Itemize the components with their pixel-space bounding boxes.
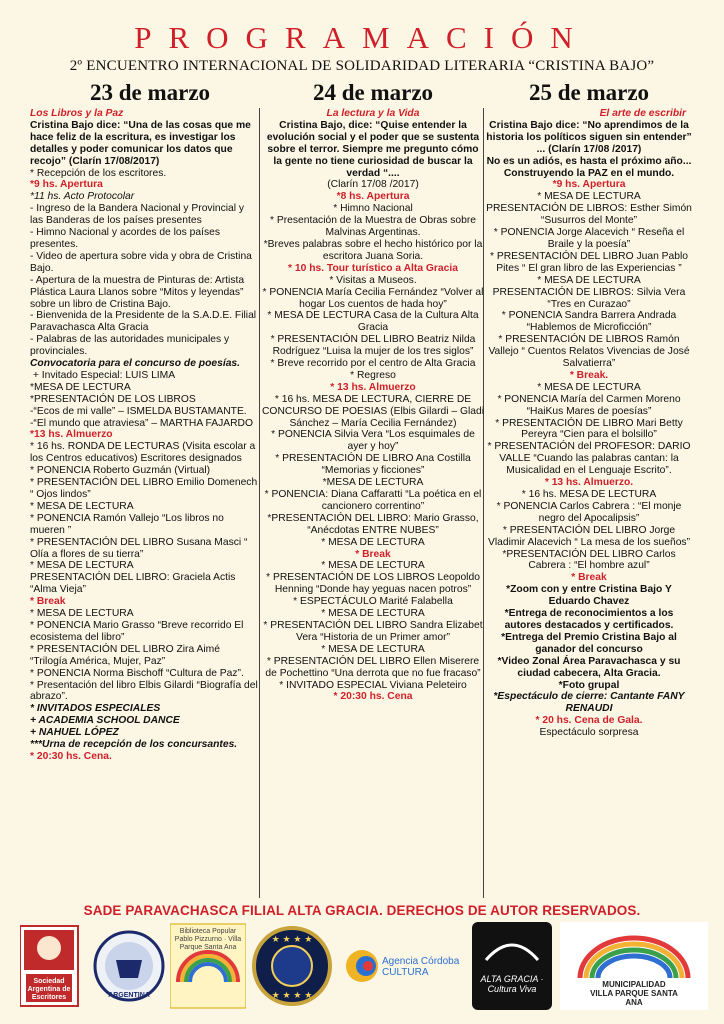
day-column-25 bbox=[486, 80, 695, 739]
program-item: - Bienvenida de la Presidente de la S.A.D.E. Filial Paravachasca Alta Gracia bbox=[30, 310, 259, 334]
program-item: *9 hs. Apertura bbox=[552, 179, 626, 191]
program-item: * PRESENTACIÓN DEL LIBRO Zira Aimé “Trilogía América, Mujer, Paz” bbox=[30, 643, 223, 667]
program-item: - Himno Nacional y acordes de los países presentes. bbox=[30, 227, 223, 250]
program-list bbox=[30, 120, 258, 763]
academia-logo bbox=[92, 920, 166, 1012]
logo-caption: Biblioteca Popular Pablo Pizzurno · Villa Parque Santa Ana bbox=[174, 928, 242, 951]
program-item: No es un adiós, es hasta el próximo año... Construyendo la PAZ en el mundo. bbox=[486, 155, 695, 179]
program-item: *9 hs. Apertura bbox=[30, 179, 103, 191]
program-item: - Apertura de la muestra de Pinturas de: Artista Plástica Laura Llanos sobre “Mitos y leyendas” sobre un libro de Cristina Bajo. bbox=[30, 274, 247, 310]
program-item: + ACADEMIA SCHOOL DANCE bbox=[30, 715, 180, 727]
program-item: * PRESENTACIÓN DEL LIBRO Ellen Miserere de Pochettino “Una derrota que no fue fracaso” bbox=[265, 655, 483, 679]
program-item: *Video Zonal Área Paravachasca y su ciudad cabecera, Alta Gracia. bbox=[497, 655, 684, 679]
footer-copyright: SADE PARAVACHASCA FILIAL ALTA GRACIA. DERECHOS DE AUTOR RESERVADOS. bbox=[83, 903, 641, 918]
program-item: * INVITADOS ESPECIALES bbox=[30, 703, 161, 715]
day-heading: 24 de marzo bbox=[312, 80, 434, 105]
program-item: Cristina Bajo dice: “No aprendimos de la historia los políticos siguen sin entender” ... (Clarín 17/08 /2017) bbox=[486, 119, 695, 155]
sade-logo bbox=[20, 920, 80, 1012]
program-item: * PRESENTACIÓN DE LIBROS Ramón Vallejo “ Cuentos Relatos Vivencias de José Salvatierra” bbox=[488, 334, 693, 370]
day-column-24 bbox=[262, 80, 487, 703]
program-item: Convocatoria para el concurso de poesías. bbox=[30, 358, 241, 370]
program-item: * Recepción de los escritores. bbox=[30, 167, 167, 179]
program-item: * Break. bbox=[569, 369, 609, 381]
program-item: *8 hs. Apertura bbox=[336, 191, 410, 203]
program-item: *Entrega de reconocimientos a los autores destacados y certificados. bbox=[504, 608, 677, 631]
day-column-23 bbox=[30, 80, 258, 763]
program-item: * PONENCIA: Diana Caffaratti “La poética en el cancionero correntino” bbox=[264, 489, 485, 512]
program-item: *PRESENTACIÓN DE LOS LIBROS bbox=[30, 393, 196, 405]
program-item: * Visitas a Museos. bbox=[329, 274, 417, 286]
program-item: * PRESENTACIÓN DEL LIBRO Jorge Vladimir Alacevich “ La mesa de los sueños” bbox=[487, 524, 691, 548]
program-item: * PONENCIA Sandra Barrera Andrada “Hablemos de Microficción” bbox=[501, 310, 680, 334]
program-item: * 16 hs. MESA DE LECTURA bbox=[521, 489, 657, 500]
program-item: PRESENTACIÓN DEL LIBRO: Graciela Actis “Alma Vieja” bbox=[30, 572, 239, 596]
day-heading: 23 de marzo bbox=[89, 80, 211, 105]
program-item: * PONENCIA Carlos Cabrera : “El monje negro del Apocalipsis” bbox=[496, 500, 685, 524]
program-item: * MESA DE LECTURA bbox=[321, 643, 425, 655]
program-item: * 10 hs. Tour turístico a Alta Gracia bbox=[288, 262, 458, 274]
program-item: * PRESENTACIÓN del PROFESOR: DARIO VALLE “Cuando las palabras cantan: la Musicalidad en el Lenguaje Escrito”. bbox=[487, 441, 694, 477]
program-item: * PRESENTACIÓN DE LIBRO Ana Costilla “Memorias y ficciones” bbox=[275, 453, 474, 477]
program-item: ***Urna de recepción de los concursantes. bbox=[30, 739, 238, 751]
program-item: Espectáculo sorpresa bbox=[539, 727, 639, 739]
program-item: Cristina Bajo dice: “Una de las cosas que me hace feliz de la escritura, es investigar los detalles y poder comunicar los datos que recojo” (Clarín 17/08/2017) bbox=[30, 119, 254, 167]
program-item: *Foto grupal bbox=[558, 679, 620, 691]
program-item: * 20:30 hs. Cena bbox=[333, 691, 413, 703]
program-item: * Breve recorrido por el centro de Alta Gracia bbox=[270, 358, 476, 370]
program-item: + Invitado Especial: LUIS LIMA bbox=[30, 369, 176, 381]
program-item: * 16 hs. MESA DE LECTURA, CIERRE DE CONCURSO DE POESIAS (Elbis Gilardi – Gladi Sánchez – María Cecilia Fernández) bbox=[262, 393, 487, 429]
program-item: -“Ecos de mi valle” – ISMELDA BUSTAMANTE. bbox=[30, 405, 247, 417]
program-item: * MESA DE LECTURA bbox=[30, 560, 134, 572]
logo-caption: ARGENTINA bbox=[108, 992, 150, 999]
program-item: *Zoom con y entre Cristina Bajo Y Eduardo Chavez bbox=[506, 584, 675, 608]
program-item: *PRESENTACIÓN DEL LIBRO Carlos Cabrera : “El hombre azul” bbox=[502, 548, 679, 572]
program-item: - Ingreso de la Bandera Nacional y Provincial y las Banderas de los países presentes bbox=[30, 203, 247, 227]
program-item: * PRESENTACIÓN DEL LIBRO Emilio Domenech “ Ojos lindos” bbox=[30, 477, 258, 500]
program-item: * MESA DE LECTURA Casa de la Cultura Alta Gracia bbox=[267, 310, 482, 334]
program-item: PRESENTACIÓN DE LIBROS: Silvia Vera “Tres en Curazao” bbox=[492, 286, 689, 310]
program-item: * Himno Nacional bbox=[333, 203, 413, 215]
program-item: * MESA DE LECTURA bbox=[537, 381, 641, 393]
logo-caption: Agencia Córdoba CULTURA bbox=[382, 956, 460, 978]
program-item: * 16 hs. RONDA DE LECTURAS (Visita escolar a los Centros educativos) Escritores designados bbox=[30, 441, 259, 465]
program-item: * Break bbox=[30, 596, 66, 608]
program-item: -“El mundo que atraviesa” – MARTHA FAJARDO bbox=[30, 417, 253, 429]
logo-caption: MUNICIPALIDAD VILLA PARQUE SANTA ANA bbox=[590, 980, 678, 1007]
program-item: * MESA DE LECTURA bbox=[30, 500, 134, 512]
program-item: * PRESENTACIÓN DEL LIBRO Susana Masci “ Olía a flores de su tierra” bbox=[30, 536, 251, 560]
program-item: *Breves palabras sobre el hecho histórico por la escritora Juana Soria. bbox=[263, 238, 486, 262]
program-list bbox=[486, 119, 695, 739]
program-item: * MESA DE LECTURA bbox=[321, 608, 425, 620]
svg-text:★ ★ ★ ★: ★ ★ ★ ★ bbox=[271, 991, 313, 1001]
program-item: * PONENCIA Silvia Vera “Los esquimales de ayer y hoy” bbox=[271, 429, 478, 453]
program-item: * INVITADO ESPECIAL Viviana Peleteiro bbox=[279, 679, 467, 691]
program-item: * 13 hs. Almuerzo bbox=[330, 381, 416, 393]
program-item: *11 hs. Acto Protocolar bbox=[30, 191, 135, 203]
program-item: + NAHUEL LÓPEZ bbox=[30, 727, 119, 739]
alta-gracia-logo bbox=[472, 920, 552, 1012]
program-item: * Break bbox=[355, 548, 391, 560]
program-item: PRESENTACIÓN DE LIBROS: Esther Simón “Susurros del Monte” bbox=[486, 203, 695, 227]
logo-caption: ALTA GRACIA · Cultura Viva bbox=[480, 974, 544, 994]
program-item: * PONENCIA Ramón Vallejo “Los libros no mueren ” bbox=[30, 512, 227, 536]
biblioteca-logo bbox=[170, 920, 246, 1012]
day-theme: El arte de escribir bbox=[599, 108, 686, 119]
program-item: * 13 hs. Almuerzo. bbox=[544, 477, 634, 489]
program-item: * MESA DE LECTURA bbox=[537, 274, 641, 286]
program-item: * PRESENTACIÓN DEL LIBRO Juan Pablo Pites “ El gran libro de las Experiencias ” bbox=[489, 250, 691, 274]
program-item: - Video de apertura sobre vida y obra de Cristina Bajo. bbox=[30, 250, 255, 274]
program-item: * PRESENTACIÓN DE LOS LIBROS Leopoldo Henning “Donde hay yeguas nacen potros” bbox=[266, 572, 483, 596]
program-item: - Palabras de las autoridades municipales y provinciales. bbox=[30, 334, 233, 358]
page-subtitle: 2º ENCUENTRO INTERNACIONAL DE SOLIDARIDAD LITERARIA “CRISTINA BAJO” bbox=[69, 58, 655, 74]
program-list bbox=[262, 119, 487, 703]
program-item: * PONENCIA Jorge Alacevich “ Reseña el Braile y la poesía” bbox=[493, 227, 688, 250]
program-item: * Regreso bbox=[350, 369, 396, 381]
agencia-cordoba-logo bbox=[338, 920, 466, 1012]
program-item: *MESA DE LECTURA bbox=[30, 381, 131, 393]
program-item: * MESA DE LECTURA bbox=[30, 608, 134, 620]
program-item: Cristina Bajo, dice: “Quise entender la evolución social y el poder que se sustenta sobre el terror. Siempre me pregunto cómo la gente no tiene curiosidad de buscar la verdad “.... bbox=[266, 119, 483, 179]
program-item: * PONENCIA María Cecilia Fernández “Volver al hogar Los cuentos de hada hoy” bbox=[262, 286, 487, 310]
page-title: PROGRAMACIÓN bbox=[134, 20, 590, 55]
sponsor-logos bbox=[20, 920, 710, 1012]
program-item: *Entrega del Premio Cristina Bajo al ganador del concurso bbox=[501, 631, 680, 655]
program-item: * PONENCIA María del Carmen Moreno “HaiKus Mares de poesías” bbox=[497, 393, 684, 417]
logo-caption: Sociedad Argentina de Escritores bbox=[27, 978, 71, 1001]
svg-text:★ ★ ★ ★: ★ ★ ★ ★ bbox=[271, 935, 313, 945]
program-item: (Clarín 17/08 /2017) bbox=[327, 179, 419, 191]
program-item: * PONENCIA Roberto Guzmán (Virtual) bbox=[30, 465, 211, 477]
program-item: * 20:30 hs. Cena. bbox=[30, 750, 112, 762]
program-item: * MESA DE LECTURA bbox=[537, 191, 641, 203]
program-item: *13 hs. Almuerzo bbox=[30, 429, 113, 441]
program-item: * Presentación del libro Elbis Gilardi “Biografía del abrazo”. bbox=[30, 679, 258, 703]
day-heading: 25 de marzo bbox=[528, 80, 650, 105]
program-item: *Espectáculo de cierre: Cantante FANY RENAUDI bbox=[493, 691, 688, 715]
municipalidad-logo bbox=[560, 920, 708, 1012]
program-item: * PRESENTACIÓN DE LIBRO Mari Betty Pereyra “Cien para el bolsillo” bbox=[495, 417, 686, 441]
program-item: * PONENCIA Mario Grasso “Breve recorrido El ecosistema del libro” bbox=[30, 619, 247, 643]
column-divider bbox=[259, 108, 260, 898]
program-item: * ESPECTÁCULO Marité Falabella bbox=[293, 596, 453, 608]
program-item: * Presentación de la Muestra de Obras sobre Malvinas Argentinas. bbox=[269, 215, 479, 239]
stars-logo bbox=[252, 920, 332, 1012]
program-item: * PRESENTACIÓN DEL LIBRO Sandra Elizabet Vera “Historia de un Primer amor” bbox=[263, 619, 486, 643]
program-item: * MESA DE LECTURA bbox=[321, 560, 425, 572]
program-item: * PRESENTACIÓN DEL LIBRO Beatriz Nilda Rodríguez “Luisa la mujer de los tres siglos” bbox=[270, 334, 479, 358]
program-item: *PRESENTACIÓN DEL LIBRO: Mario Grasso, “Anécdotas ENTRE NUBES” bbox=[267, 512, 482, 536]
program-item: * 20 hs. Cena de Gala. bbox=[535, 715, 643, 727]
day-theme: La lectura y la Vida bbox=[326, 108, 420, 119]
day-theme: Los Libros y la Paz bbox=[30, 108, 124, 119]
program-item: * Break bbox=[571, 572, 607, 584]
program-item: *MESA DE LECTURA bbox=[322, 477, 424, 489]
program-item: * MESA DE LECTURA bbox=[321, 536, 425, 548]
program-item: * PONENCIA Norma Bischoff “Cultura de Paz”. bbox=[30, 667, 244, 679]
